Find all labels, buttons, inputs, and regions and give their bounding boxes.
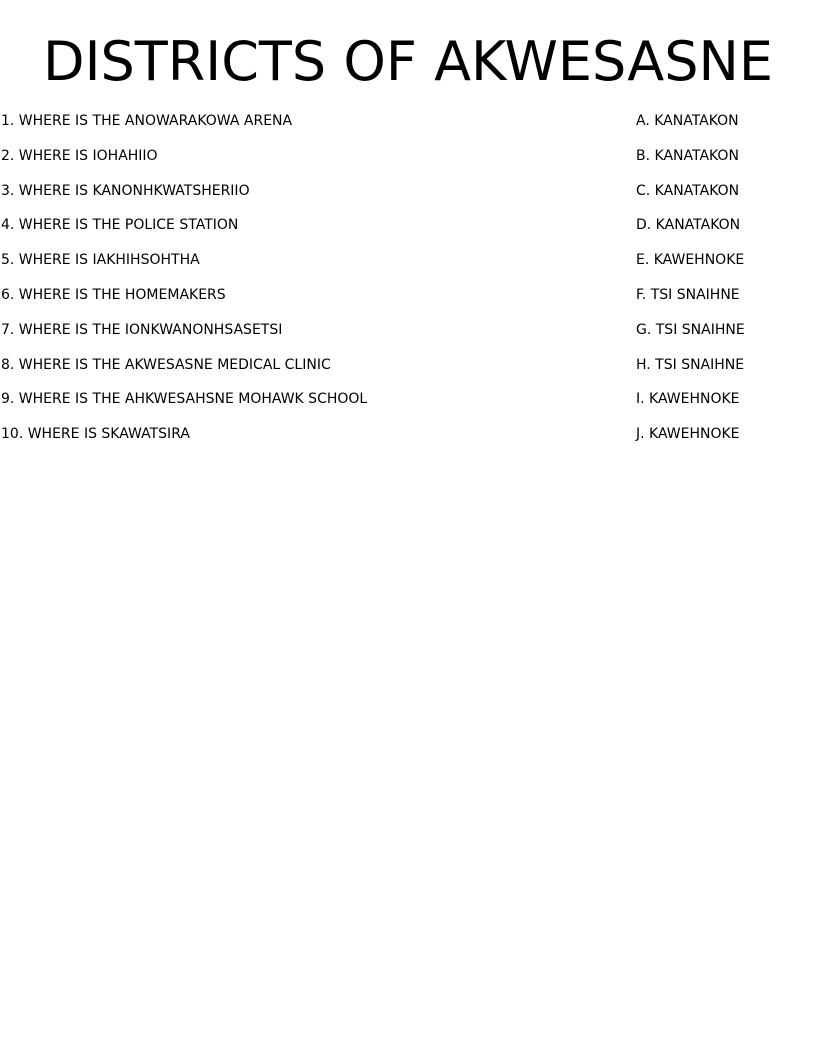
answer-list bbox=[636, 112, 806, 460]
answer-item: J. KAWEHNOKE bbox=[636, 426, 740, 443]
question-item: 10. WHERE IS SKAWATSIRA bbox=[1, 426, 190, 443]
answer-item: H. TSI SNAIHNE bbox=[636, 356, 745, 373]
page-title: DISTRICTS OF AKWESASNE bbox=[42, 30, 774, 93]
answer-item: E. KAWEHNOKE bbox=[636, 252, 745, 269]
question-item: 2. WHERE IS IOHAHIIO bbox=[1, 147, 158, 164]
question-item: 8. WHERE IS THE AKWESASNE MEDICAL CLINIC bbox=[1, 356, 331, 373]
answer-item: D. KANATAKON bbox=[636, 217, 741, 234]
answer-item: C. KANATAKON bbox=[636, 182, 740, 199]
question-item: 7. WHERE IS THE IONKWANONHSASETSI bbox=[1, 321, 283, 338]
answer-item: I. KAWEHNOKE bbox=[636, 391, 740, 408]
answer-item: B. KANATAKON bbox=[636, 147, 739, 164]
question-item: 9. WHERE IS THE AHKWESAHSNE MOHAWK SCHOOL bbox=[1, 391, 368, 408]
question-item: 5. WHERE IS IAKHIHSOHTHA bbox=[1, 252, 200, 269]
question-list bbox=[1, 112, 561, 460]
answer-item: F. TSI SNAIHNE bbox=[636, 286, 740, 303]
question-item: 1. WHERE IS THE ANOWARAKOWA ARENA bbox=[1, 113, 293, 129]
answer-item: A. KANATAKON bbox=[636, 113, 739, 129]
answer-item: G. TSI SNAIHNE bbox=[636, 321, 745, 338]
question-item: 6. WHERE IS THE HOMEMAKERS bbox=[1, 286, 226, 303]
question-item: 3. WHERE IS KANONHKWATSHERIIO bbox=[1, 182, 250, 199]
question-item: 4. WHERE IS THE POLICE STATION bbox=[1, 217, 239, 234]
